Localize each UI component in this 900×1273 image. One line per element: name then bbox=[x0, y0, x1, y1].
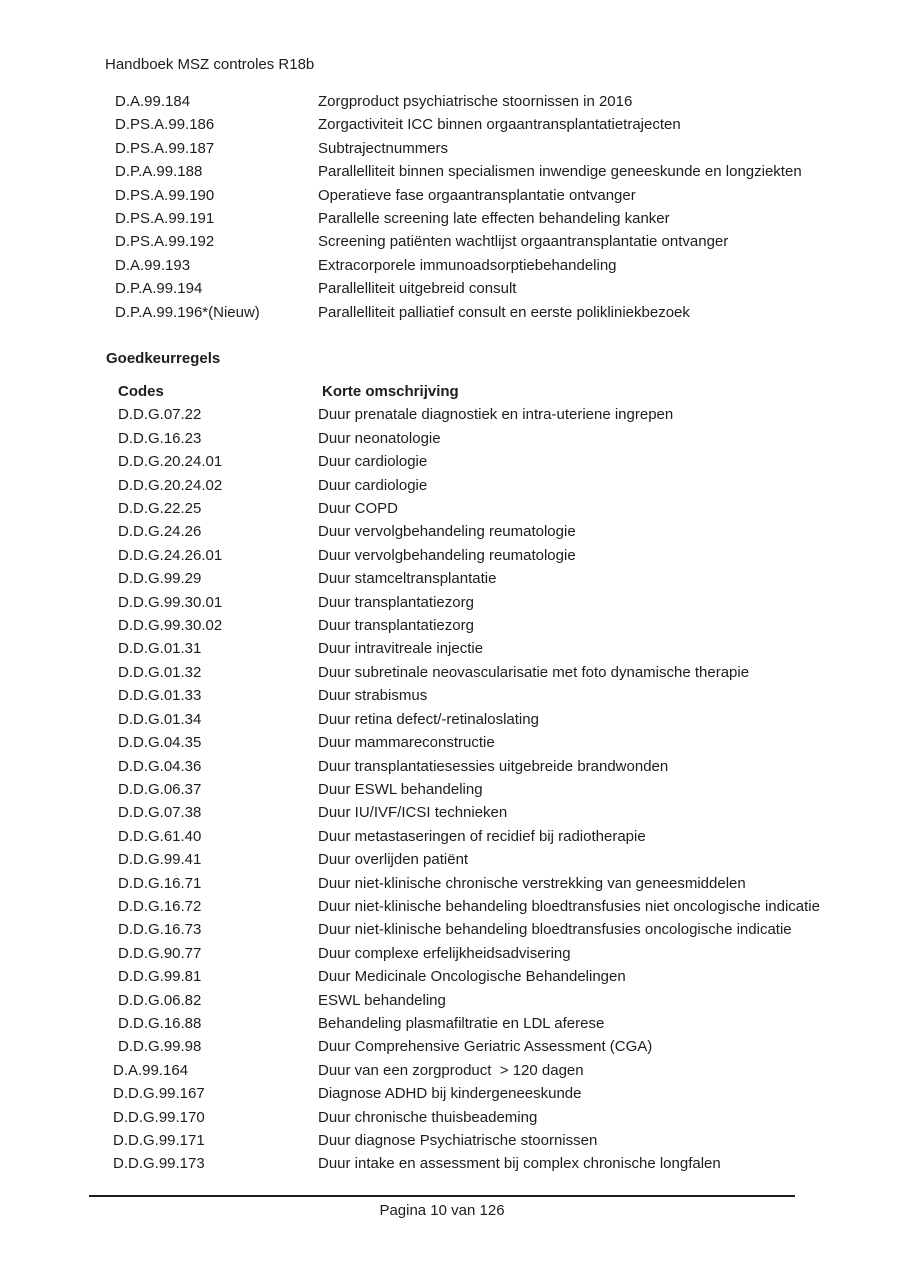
description-cell: Parallelliteit uitgebreid consult bbox=[318, 280, 517, 298]
code-cell: D.A.99.184 bbox=[115, 93, 191, 110]
description-cell: Duur stamceltransplantatie bbox=[318, 570, 497, 588]
code-list-row bbox=[115, 160, 890, 183]
code-cell: D.D.G.16.71 bbox=[118, 874, 202, 892]
description-cell: Duur Comprehensive Geriatric Assessment (CGA) bbox=[318, 1038, 653, 1056]
table-row bbox=[118, 637, 890, 660]
table-row bbox=[118, 1035, 890, 1058]
description-cell: Duur cardiologie bbox=[318, 476, 428, 494]
description-cell: Zorgproduct psychiatrische stoornissen in 2016 bbox=[318, 93, 633, 110]
description-cell: Zorgactiviteit ICC binnen orgaantransplantatietrajecten bbox=[318, 116, 681, 134]
code-cell: D.D.G.99.170 bbox=[113, 1108, 205, 1126]
description-cell: Duur Medicinale Oncologische Behandelingen bbox=[318, 968, 626, 986]
code-cell: D.D.G.99.81 bbox=[118, 968, 202, 986]
column-header-codes: Codes bbox=[118, 383, 164, 400]
description-cell: Extracorporele immunoadsorptiebehandeling bbox=[318, 256, 617, 274]
code-cell: D.P.A.99.194 bbox=[115, 280, 203, 298]
description-cell: Duur chronische thuisbeademing bbox=[318, 1108, 538, 1126]
code-cell: D.D.G.06.37 bbox=[118, 780, 202, 798]
code-cell: D.PS.A.99.192 bbox=[115, 233, 215, 251]
code-cell: D.D.G.22.25 bbox=[118, 500, 202, 518]
description-cell: Duur metastaseringen of recidief bij radiotherapie bbox=[318, 827, 646, 845]
table-row bbox=[118, 520, 890, 543]
approval-rules-table bbox=[113, 380, 890, 1176]
table-row bbox=[118, 895, 890, 918]
code-cell: D.PS.A.99.190 bbox=[115, 186, 215, 204]
code-list-row bbox=[115, 207, 890, 230]
description-cell: Duur COPD bbox=[318, 500, 399, 518]
description-cell: Duur transplantatiesessies uitgebreide brandwonden bbox=[318, 757, 669, 775]
table-row bbox=[118, 684, 890, 707]
table-row bbox=[118, 661, 890, 684]
code-list-row bbox=[115, 184, 890, 207]
code-cell: D.D.G.61.40 bbox=[118, 827, 202, 845]
code-list-row bbox=[115, 137, 890, 160]
code-cell: D.D.G.99.29 bbox=[118, 570, 202, 588]
footer-divider bbox=[89, 1195, 795, 1197]
code-list-row bbox=[115, 90, 890, 113]
description-cell: Duur neonatologie bbox=[318, 429, 441, 447]
description-cell: Duur subretinale neovascularisatie met foto dynamische therapie bbox=[318, 663, 750, 681]
description-cell: Behandeling plasmafiltratie en LDL aferese bbox=[318, 1014, 605, 1032]
table-row bbox=[118, 801, 890, 824]
approval-rules-rows bbox=[113, 403, 890, 1175]
code-list-row bbox=[115, 301, 890, 324]
code-cell: D.D.G.24.26 bbox=[118, 523, 202, 541]
table-row bbox=[118, 872, 890, 895]
table-row bbox=[118, 965, 890, 988]
table-header-row bbox=[118, 380, 890, 403]
code-cell: D.D.G.99.167 bbox=[113, 1085, 205, 1103]
code-cell: D.PS.A.99.186 bbox=[115, 116, 215, 134]
description-cell: Screening patiënten wachtlijst orgaantransplantatie ontvanger bbox=[318, 233, 729, 251]
code-cell: D.D.G.07.38 bbox=[118, 804, 202, 822]
table-row bbox=[113, 1059, 890, 1082]
table-row bbox=[118, 544, 890, 567]
code-cell: D.D.G.07.22 bbox=[118, 406, 202, 424]
code-cell: D.D.G.04.35 bbox=[118, 734, 202, 752]
code-cell: D.D.G.99.98 bbox=[118, 1038, 202, 1056]
table-row bbox=[118, 755, 890, 778]
code-cell: D.D.G.01.33 bbox=[118, 687, 202, 705]
column-header-korte-omschrijving: Korte omschrijving bbox=[322, 383, 459, 400]
code-cell: D.D.G.01.32 bbox=[118, 663, 202, 681]
description-cell: Parallelliteit palliatief consult en eerste polikliniekbezoek bbox=[318, 303, 690, 321]
description-cell: Duur transplantatiezorg bbox=[318, 593, 474, 611]
description-cell: Duur intravitreale injectie bbox=[318, 640, 484, 658]
table-row bbox=[118, 427, 890, 450]
description-cell: Duur prenatale diagnostiek en intra-uteriene ingrepen bbox=[318, 406, 674, 424]
description-cell: Duur diagnose Psychiatrische stoornissen bbox=[318, 1132, 598, 1149]
code-cell: D.D.G.16.72 bbox=[118, 897, 202, 915]
table-row bbox=[118, 403, 890, 426]
code-cell: D.D.G.99.41 bbox=[118, 851, 202, 869]
document-header-title: Handboek MSZ controles R18b bbox=[105, 56, 315, 73]
code-list-row bbox=[115, 254, 890, 277]
code-cell: D.D.G.01.31 bbox=[118, 640, 202, 658]
section-heading-goedkeurregels: Goedkeurregels bbox=[106, 350, 221, 367]
description-cell: Parallelliteit binnen specialismen inwendige geneeskunde en longziekten bbox=[318, 163, 802, 181]
code-cell: D.D.G.90.77 bbox=[118, 944, 202, 962]
code-cell: D.P.A.99.196*(Nieuw) bbox=[115, 303, 260, 321]
table-row bbox=[118, 497, 890, 520]
description-cell: Parallelle screening late effecten behandeling kanker bbox=[318, 210, 670, 228]
code-cell: D.D.G.01.34 bbox=[118, 710, 202, 728]
description-cell: Duur niet-klinische chronische verstrekking van geneesmiddelen bbox=[318, 874, 746, 892]
description-cell: Duur intake en assessment bij complex chronische longfalen bbox=[318, 1155, 721, 1173]
description-cell: Operatieve fase orgaantransplantatie ontvanger bbox=[318, 186, 636, 204]
description-cell: Duur IU/IVF/ICSI technieken bbox=[318, 804, 508, 822]
table-row bbox=[118, 591, 890, 614]
code-list bbox=[115, 90, 890, 324]
table-row bbox=[118, 825, 890, 848]
description-cell: Subtrajectnummers bbox=[318, 139, 449, 157]
code-cell: D.D.G.20.24.02 bbox=[118, 476, 223, 494]
code-cell: D.D.G.16.73 bbox=[118, 921, 202, 939]
table-row bbox=[113, 1129, 890, 1152]
description-cell: Duur niet-klinische behandeling bloedtransfusies niet oncologische indicatie bbox=[318, 897, 820, 915]
table-row bbox=[113, 1152, 890, 1175]
table-row bbox=[113, 1082, 890, 1105]
table-row bbox=[118, 731, 890, 754]
description-cell: Duur vervolgbehandeling reumatologie bbox=[318, 523, 576, 541]
page-number-footer: Pagina 10 van 126 bbox=[379, 1202, 505, 1219]
code-cell: D.PS.A.99.191 bbox=[115, 210, 215, 228]
table-row bbox=[118, 778, 890, 801]
description-cell: Duur overlijden patiënt bbox=[318, 851, 469, 869]
code-cell: D.D.G.99.173 bbox=[113, 1155, 205, 1173]
table-row bbox=[118, 942, 890, 965]
code-list-row bbox=[115, 113, 890, 136]
description-cell: Duur retina defect/-retinaloslating bbox=[318, 710, 539, 728]
code-cell: D.D.G.06.82 bbox=[118, 991, 202, 1009]
code-cell: D.D.G.04.36 bbox=[118, 757, 202, 775]
description-cell: ESWL behandeling bbox=[318, 991, 446, 1009]
table-row bbox=[118, 474, 890, 497]
table-row bbox=[113, 1106, 890, 1129]
code-cell: D.D.G.99.30.02 bbox=[118, 617, 223, 635]
description-cell: Diagnose ADHD bij kindergeneeskunde bbox=[318, 1085, 582, 1103]
code-cell: D.D.G.99.171 bbox=[113, 1132, 205, 1149]
table-row bbox=[118, 848, 890, 871]
description-cell: Duur niet-klinische behandeling bloedtransfusies oncologische indicatie bbox=[318, 921, 792, 939]
description-cell: Duur cardiologie bbox=[318, 453, 428, 471]
code-cell: D.PS.A.99.187 bbox=[115, 139, 215, 157]
description-cell: Duur complexe erfelijkheidsadvisering bbox=[318, 944, 571, 962]
description-cell: Duur mammareconstructie bbox=[318, 734, 495, 752]
description-cell: Duur strabismus bbox=[318, 687, 428, 705]
code-cell: D.D.G.20.24.01 bbox=[118, 453, 223, 471]
code-cell: D.D.G.24.26.01 bbox=[118, 546, 223, 564]
code-list-row bbox=[115, 230, 890, 253]
code-cell: D.D.G.16.88 bbox=[118, 1014, 202, 1032]
table-row bbox=[118, 567, 890, 590]
table-row bbox=[118, 918, 890, 941]
description-cell: Duur van een zorgproduct > 120 dagen bbox=[318, 1061, 584, 1079]
code-cell: D.A.99.193 bbox=[115, 256, 191, 274]
code-cell: D.P.A.99.188 bbox=[115, 163, 203, 181]
code-cell: D.D.G.99.30.01 bbox=[118, 593, 223, 611]
table-row bbox=[118, 614, 890, 637]
description-cell: Duur transplantatiezorg bbox=[318, 617, 474, 635]
table-row bbox=[118, 450, 890, 473]
table-row bbox=[118, 708, 890, 731]
code-cell: D.D.G.16.23 bbox=[118, 429, 202, 447]
description-cell: Duur vervolgbehandeling reumatologie bbox=[318, 546, 576, 564]
code-cell: D.A.99.164 bbox=[113, 1061, 189, 1079]
table-row bbox=[118, 989, 890, 1012]
code-list-row bbox=[115, 277, 890, 300]
table-row bbox=[118, 1012, 890, 1035]
description-cell: Duur ESWL behandeling bbox=[318, 780, 483, 798]
